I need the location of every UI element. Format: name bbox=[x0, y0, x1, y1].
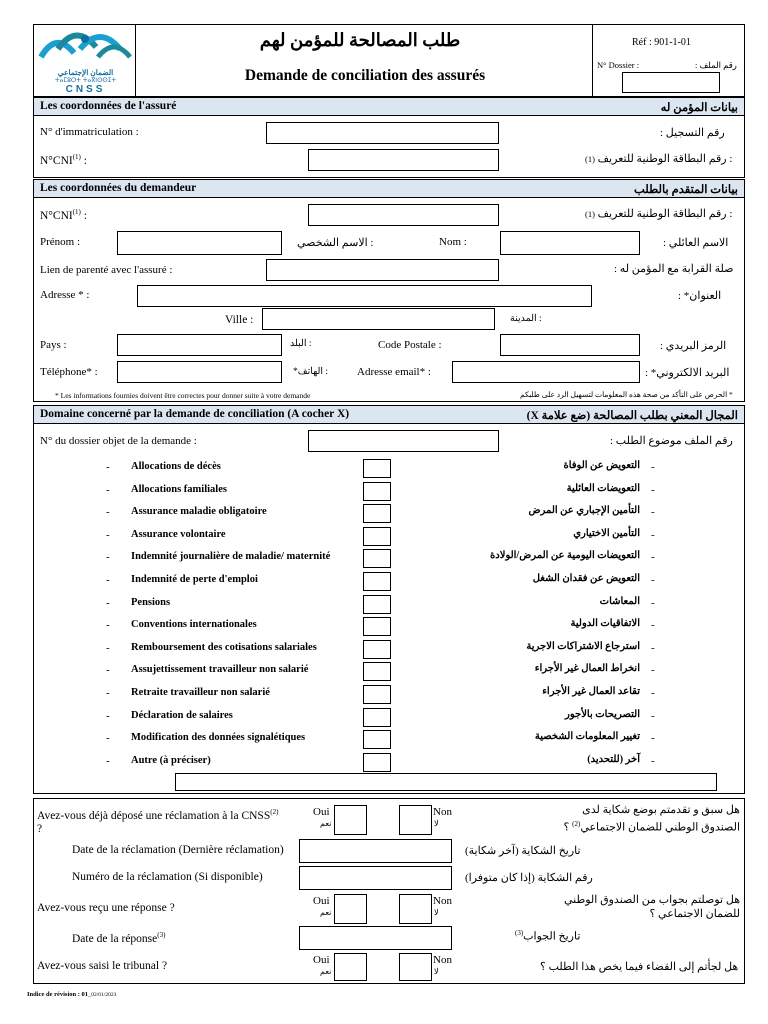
nom-input[interactable] bbox=[500, 231, 640, 255]
domain-item-dash-ar: - bbox=[651, 529, 655, 541]
q3-oui-checkbox[interactable] bbox=[334, 953, 367, 981]
q2-ar: هل توصلتم بجواب من الصندوق الوطني للضمان الاجتماعي ؟ bbox=[564, 894, 740, 920]
ville-label-ar: : المدينة bbox=[510, 314, 542, 324]
cnss-logo bbox=[38, 27, 133, 95]
domain-item-checkbox[interactable] bbox=[363, 459, 391, 478]
date-rep-input[interactable] bbox=[299, 926, 452, 950]
ville-input[interactable] bbox=[262, 308, 495, 330]
domain-item-label-fr: Remboursement des cotisations salariales bbox=[131, 642, 317, 653]
section-assure-title-ar: بيانات المؤمن له bbox=[660, 102, 738, 114]
domain-item-dash-fr: - bbox=[106, 642, 110, 654]
domain-item-checkbox[interactable] bbox=[363, 617, 391, 636]
logo-brand: CNSS bbox=[65, 84, 106, 95]
nom-label-ar: الاسم العائلي : bbox=[663, 237, 729, 249]
q3-oui-label: Oui bbox=[313, 954, 330, 966]
domain-item-dash-ar: - bbox=[651, 484, 655, 496]
num-rec-label-fr: Numéro de la réclamation (Si disponible) bbox=[72, 871, 263, 883]
q2-oui-label: Oui bbox=[313, 895, 330, 907]
domain-item-checkbox[interactable] bbox=[363, 572, 391, 591]
domain-item-checkbox[interactable] bbox=[363, 549, 391, 568]
domain-item-dash-ar: - bbox=[651, 597, 655, 609]
domain-item-dash-ar: - bbox=[651, 506, 655, 518]
domain-item-label-ar: التعويضات العائلية bbox=[566, 483, 640, 494]
date-rep-label-fr: Date de la réponse$^{(3)}$ bbox=[72, 931, 166, 945]
domain-item-label-fr: Modification des données signalétiques bbox=[131, 732, 306, 743]
footer-revision: Indice de révision : 01_02/01/2023 bbox=[27, 991, 117, 998]
domain-item-checkbox[interactable] bbox=[363, 753, 391, 772]
adresse-label-ar: العنوان* : bbox=[678, 290, 722, 302]
domain-item-label-fr: Conventions internationales bbox=[131, 619, 257, 630]
domain-item-label-ar: الاتفاقيات الدولية bbox=[570, 618, 640, 629]
q1-fr: Avez-vous déjà déposé une réclamation à la CNSS$^{(2)}$ ? bbox=[37, 808, 279, 835]
section-domaine-title-fr: Domaine concerné par la demande de conciliation (A cocher X) bbox=[40, 408, 350, 420]
prenom-input[interactable] bbox=[117, 231, 282, 255]
pays-input[interactable] bbox=[117, 334, 282, 356]
dossier-number-field[interactable] bbox=[622, 72, 720, 93]
q3-non-label: Non bbox=[433, 954, 452, 966]
domain-item-dash-fr: - bbox=[106, 551, 110, 563]
domain-item-label-fr: Indemnité de perte d'emploi bbox=[131, 574, 258, 585]
q1-oui-ar: نعم bbox=[320, 819, 332, 828]
logo-tif: ⵜⴰⵎⵓⵔⵜ ⵜⴰⴳⵏⵙⵙⵉⵜ bbox=[54, 77, 117, 84]
email-input[interactable] bbox=[452, 361, 640, 383]
domain-item-label-ar: التأمين الاختياري bbox=[573, 528, 640, 539]
tel-label-fr: Téléphone* : bbox=[40, 366, 98, 378]
section-demandeur-title-ar: بيانات المتقدم بالطلب bbox=[634, 184, 738, 196]
adresse-label-fr: Adresse * : bbox=[40, 289, 90, 301]
domain-item-dash-fr: - bbox=[106, 732, 110, 744]
domain-item-dash-ar: - bbox=[651, 755, 655, 767]
section-domaine-title-ar: المجال المعني بطلب المصالحة (ضع علامة X) bbox=[526, 410, 738, 422]
domain-item-dash-fr: - bbox=[106, 710, 110, 722]
q2-fr: Avez-vous reçu une réponse ? bbox=[37, 902, 175, 914]
section-assure-header bbox=[33, 97, 745, 116]
cni-assure-label-fr: N°CNI$^{(1)}$ : bbox=[40, 153, 87, 167]
date-rec-label-ar: تاريخ الشكاية (آخر شكاية) bbox=[465, 845, 581, 857]
prenom-label-fr: Prénom : bbox=[40, 236, 81, 248]
domain-item-label-ar: انخراط العمال غير الأجراء bbox=[534, 663, 640, 674]
logo-waves-icon bbox=[38, 27, 133, 67]
email-label-ar: البريد الالكتروني* : bbox=[645, 367, 730, 379]
email-label-fr: Adresse email* : bbox=[357, 366, 431, 378]
domain-item-label-fr: Pensions bbox=[131, 597, 171, 608]
cni-dem-label-fr: N°CNI$^{(1)}$ : bbox=[40, 208, 87, 222]
q1-non-ar: لا bbox=[434, 819, 439, 828]
domaine-dossier-label-ar: رقم الملف موضوع الطلب : bbox=[610, 435, 733, 447]
date-rec-label-fr: Date de la réclamation (Dernière réclamation) bbox=[72, 844, 284, 856]
num-rec-label-ar: رقم الشكاية (إذا كان متوفرا) bbox=[465, 872, 593, 884]
q1-oui-checkbox[interactable] bbox=[334, 805, 367, 835]
q3-ar: هل لجأتم إلى القضاء فيما يخص هذا الطلب ؟ bbox=[540, 961, 739, 973]
tel-input[interactable] bbox=[117, 361, 282, 383]
q2-oui-checkbox[interactable] bbox=[334, 894, 367, 924]
domain-item-label-fr: Assurance volontaire bbox=[131, 529, 226, 540]
domain-item-label-fr: Déclaration de salaires bbox=[131, 710, 233, 721]
title-fr: Demande de conciliation des assurés bbox=[244, 67, 486, 84]
q1-non-label: Non bbox=[433, 806, 452, 818]
domain-item-checkbox[interactable] bbox=[363, 504, 391, 523]
logo-ar: الضمان الإجتماعي bbox=[57, 68, 114, 77]
domain-item-dash-ar: - bbox=[651, 574, 655, 586]
domain-item-dash-fr: - bbox=[106, 461, 110, 473]
q1-ar: هل سبق و تقدمتم بوضع شكاية لدى الصندوق الوطني للضمان الاجتماعي$^{(2)}$ ؟ bbox=[563, 804, 740, 834]
section-demandeur-title-fr: Les coordonnées du demandeur bbox=[40, 182, 197, 194]
domain-item-dash-ar: - bbox=[651, 551, 655, 563]
domain-item-dash-fr: - bbox=[106, 619, 110, 631]
cp-label-ar: الرمز البريدي : bbox=[660, 340, 727, 352]
domain-item-dash-ar: - bbox=[651, 642, 655, 654]
section-demandeur-header bbox=[33, 179, 745, 198]
domain-item-checkbox[interactable] bbox=[363, 595, 391, 614]
nom-label-fr: Nom : bbox=[439, 236, 467, 248]
domain-item-label-ar: تغيير المعلومات الشخصية bbox=[534, 731, 640, 742]
cp-label-fr: Code Postale : bbox=[378, 339, 442, 351]
tel-label-ar: : الهاتف* bbox=[293, 367, 329, 377]
domain-item-label-ar: التعويض عن فقدان الشغل bbox=[532, 573, 640, 584]
domaine-dossier-label-fr: N° du dossier objet de la demande : bbox=[40, 435, 197, 447]
num-rec-input[interactable] bbox=[299, 866, 452, 890]
cni-dem-label-ar: (1) رقم البطاقة الوطنية للتعريف : bbox=[585, 208, 733, 220]
prenom-label-ar: : الاسم الشخصي bbox=[297, 237, 374, 249]
domain-item-checkbox[interactable] bbox=[363, 527, 391, 546]
domain-item-dash-fr: - bbox=[106, 506, 110, 518]
domain-item-checkbox[interactable] bbox=[363, 708, 391, 727]
immat-input[interactable] bbox=[266, 122, 499, 144]
domain-item-checkbox[interactable] bbox=[363, 662, 391, 681]
lien-label-fr: Lien de parenté avec l'assuré : bbox=[40, 264, 173, 276]
q2-oui-ar: نعم bbox=[320, 908, 332, 917]
domain-item-label-fr: Autre (à préciser) bbox=[131, 755, 211, 766]
q1-non-checkbox[interactable] bbox=[399, 805, 432, 835]
autre-precision-input[interactable] bbox=[175, 773, 717, 791]
q2-non-checkbox[interactable] bbox=[399, 894, 432, 924]
domain-item-dash-ar: - bbox=[651, 687, 655, 699]
domain-item-label-ar: تقاعد العمال غير الأجراء bbox=[542, 686, 640, 697]
q3-non-ar: لا bbox=[434, 967, 439, 976]
cni-assure-input[interactable] bbox=[308, 149, 499, 171]
domain-item-label-fr: Assurance maladie obligatoire bbox=[131, 506, 267, 517]
domain-item-dash-fr: - bbox=[106, 529, 110, 541]
domain-item-label-ar: آخر (للتحديد) bbox=[587, 754, 640, 765]
domain-item-label-ar: التعويض عن الوفاة bbox=[563, 460, 640, 471]
ville-label-fr: Ville : bbox=[225, 314, 254, 326]
domain-item-label-ar: استرجاع الاشتراكات الاجرية bbox=[526, 641, 640, 652]
title-ar: طلب المصالحة للمؤمن لهم bbox=[259, 30, 461, 50]
date-rec-input[interactable] bbox=[299, 839, 452, 863]
q3-oui-ar: نعم bbox=[320, 967, 332, 976]
adresse-input[interactable] bbox=[137, 285, 592, 307]
domain-item-checkbox[interactable] bbox=[363, 482, 391, 501]
domain-item-label-fr: Allocations familiales bbox=[131, 484, 227, 495]
domain-item-label-ar: التأمين الإجباري عن المرض bbox=[528, 505, 640, 516]
cni-assure-label-ar: (1) رقم البطاقة الوطنية للتعريف : bbox=[585, 153, 733, 165]
domain-item-dash-ar: - bbox=[651, 619, 655, 631]
q3-non-checkbox[interactable] bbox=[399, 953, 432, 981]
note-fr: * Les informations fournies doivent être correctes pour donner suite à votre demande bbox=[55, 391, 311, 400]
domain-item-dash-fr: - bbox=[106, 664, 110, 676]
section-assure-title-fr: Les coordonnées de l'assuré bbox=[40, 100, 177, 112]
dossier-ar-label: رقم الملف : bbox=[695, 60, 737, 70]
domain-item-dash-fr: - bbox=[106, 484, 110, 496]
domain-item-dash-ar: - bbox=[651, 710, 655, 722]
ref: Réf : 901-1-01 bbox=[632, 37, 691, 48]
domain-item-checkbox[interactable] bbox=[363, 640, 391, 659]
domain-item-label-ar: المعاشات bbox=[599, 596, 640, 607]
domaine-dossier-input[interactable] bbox=[308, 430, 499, 452]
domain-item-dash-fr: - bbox=[106, 574, 110, 586]
note-ar: * الحرص على التأكد من صحة هذه المعلومات لتسهيل الرد على طلبكم bbox=[520, 390, 733, 399]
domain-item-label-ar: التصريحات بالأجور bbox=[565, 709, 640, 720]
domain-item-label-fr: Indemnité journalière de maladie/ maternité bbox=[131, 551, 331, 562]
pays-label-ar: : البلد bbox=[290, 339, 312, 349]
domain-item-checkbox[interactable] bbox=[363, 685, 391, 704]
pays-label-fr: Pays : bbox=[40, 339, 67, 351]
domain-item-checkbox[interactable] bbox=[363, 730, 391, 749]
q1-oui-label: Oui bbox=[313, 806, 330, 818]
domain-item-label-fr: Assujettissement travailleur non salarié bbox=[131, 664, 309, 675]
lien-input[interactable] bbox=[266, 259, 499, 281]
domain-item-label-ar: التعويضات اليومية عن المرض/الولادة bbox=[490, 550, 640, 561]
domain-item-dash-fr: - bbox=[106, 687, 110, 699]
domain-item-dash-fr: - bbox=[106, 597, 110, 609]
q2-non-label: Non bbox=[433, 895, 452, 907]
domain-item-dash-fr: - bbox=[106, 755, 110, 767]
domain-item-label-fr: Retraite travailleur non salarié bbox=[131, 687, 270, 698]
domain-item-label-fr: Allocations de décès bbox=[131, 461, 221, 472]
domain-item-dash-ar: - bbox=[651, 461, 655, 473]
cp-input[interactable] bbox=[500, 334, 640, 356]
section-domaine-header bbox=[33, 405, 745, 424]
q2-non-ar: لا bbox=[434, 908, 439, 917]
domain-item-dash-ar: - bbox=[651, 664, 655, 676]
cni-dem-input[interactable] bbox=[308, 204, 499, 226]
immat-label-ar: رقم التسجيل : bbox=[660, 127, 725, 139]
lien-label-ar: صلة القرابة مع المؤمن له : bbox=[614, 263, 734, 275]
immat-label-fr: N° d'immatriculation : bbox=[40, 126, 139, 138]
date-rep-label-ar: $^{(3)}$تاريخ الجواب bbox=[515, 929, 581, 943]
dossier-fr-label: N° Dossier : bbox=[597, 60, 640, 70]
q3-fr: Avez-vous saisi le tribunal ? bbox=[37, 960, 168, 972]
domain-item-dash-ar: - bbox=[651, 732, 655, 744]
